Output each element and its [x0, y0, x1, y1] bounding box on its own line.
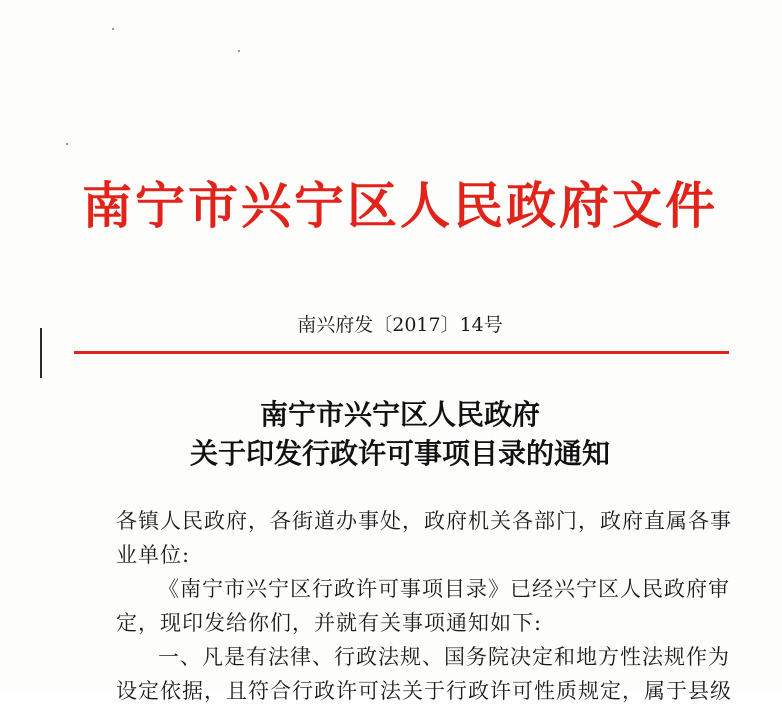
body-line-5: 一、凡是有法律、行政法规、国务院决定和地方性法规作为	[158, 645, 730, 669]
body-line-3: 《南宁市兴宁区行政许可事项目录》已经兴宁区人民政府审	[158, 577, 730, 601]
notice-title-line-1: 南宁市兴宁区人民政府	[259, 398, 540, 431]
body-line-6: 设定依据，且符合行政许可法关于行政许可性质规定，属于县级	[116, 679, 732, 703]
scan-speck	[238, 50, 240, 52]
body-line-4: 定，现印发给你们，并就有关事项通知如下:	[116, 611, 543, 635]
issuing-authority-header: 南宁市兴宁区人民政府文件	[82, 176, 718, 235]
scan-margin-mark	[40, 328, 42, 378]
body-line-2: 业单位:	[116, 543, 191, 567]
red-separator-line	[74, 351, 729, 354]
document-number: 南兴府发〔2017〕14号	[297, 314, 503, 336]
body-line-1: 各镇人民政府，各街道办事处，政府机关各部门，政府直属各事	[116, 509, 732, 533]
notice-title-line-2: 关于印发行政许可事项目录的通知	[189, 437, 610, 470]
scan-speck	[112, 28, 114, 30]
scan-speck	[66, 143, 68, 145]
